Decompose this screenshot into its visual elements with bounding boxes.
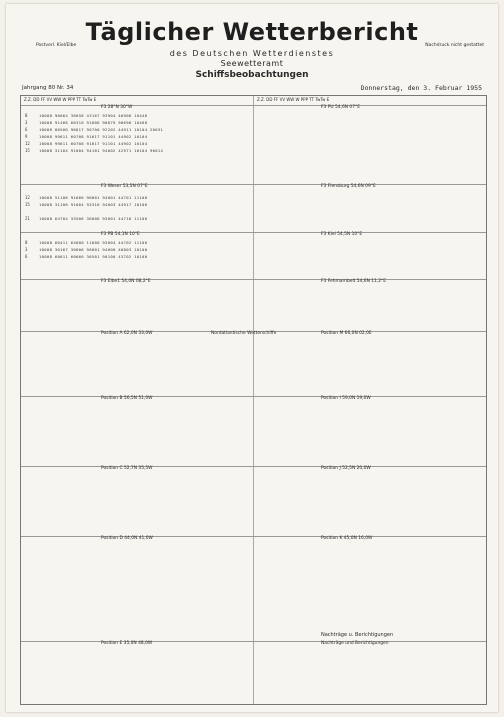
- block-2-title-right: F3 Flensburg 54,6N 09°E: [321, 184, 376, 189]
- date-line: Donnerstag, den 3. Februar 1955: [360, 84, 482, 92]
- block-7-title: Position C 52,7N 35,5W: [101, 466, 153, 471]
- block-5-title-right: Position M 66,0N 02,0E: [321, 331, 372, 336]
- nachtraege-note: Nachträge u. Berichtigungen: [321, 632, 394, 638]
- table-row: 3 10008 91466 66316 91606 90879 90690 10468: [25, 120, 148, 125]
- block-6-title: Position B 56,5N 51,0W: [101, 396, 153, 401]
- table-row: 12 10008 99611 60708 91617 91101 44902 10104: [25, 141, 148, 146]
- block-4-title-right: F3 Fehmarnbelt 54,6N 11,2°E: [321, 279, 386, 284]
- table-row: 12 10008 51106 91666 96601 94001 44701 11100: [25, 195, 148, 200]
- table-row: 6 10008 86500 96617 90700 92202 44911 10104 20631: [25, 127, 164, 132]
- weather-report-page: [6, 4, 498, 712]
- block-7-title-right: Position J 52,5N 20,0W: [321, 466, 371, 471]
- table-row: 21 10008 64704 33506 36606 93001 44716 11100: [25, 216, 148, 221]
- block-4-title: F3 Elbe1 54,0N 08,2°E: [101, 279, 151, 284]
- year-number: Jahrgang 80 Nr. 34: [22, 85, 74, 91]
- table-row: 6 10008 60611 60660 36501 90100 43702 10100: [25, 254, 148, 259]
- block-3-title: F3 PB 54,1N 10°E: [101, 232, 140, 237]
- page-subtitle: des Deutschen Wetterdienstes: [169, 49, 335, 58]
- table-row: 9 10008 99611 60708 91617 91101 44902 10104: [25, 134, 148, 139]
- block-8-title: Position D 44,0N 41,0W: [101, 536, 153, 541]
- block-6-title-right: Position I 59,0N 19,0W: [321, 396, 371, 401]
- center-divider: [253, 96, 254, 704]
- table-row: 3 10008 30167 30606 96601 94000 46803 10100: [25, 247, 148, 252]
- page-subtitle-2: Seewetteramt: [220, 59, 284, 68]
- table-row: 0 10008 60411 64600 11600 93004 44702 11100: [25, 240, 148, 245]
- right-note: Nachdruck nicht gestattet: [425, 43, 484, 48]
- column-header-right: Z.Z. DD FF VV WW W PPP TT TwTw E: [257, 97, 330, 102]
- left-note: Postverl. Kiel/Elbe: [36, 43, 77, 48]
- block-5-title: Position A 62,0N 33,0W: [101, 331, 153, 336]
- table-row: 0 10008 96664 36658 43167 93904 46906 10446: [25, 113, 148, 118]
- block-2-title: F3 Weser 53,5N 07°E: [101, 184, 148, 189]
- block-1-title: F3 28°N 30°W: [101, 105, 133, 110]
- block-3-title-right: F3 Kiel 54,5N 10°E: [321, 232, 363, 237]
- block-1-title-right: F3 PU 54,6N 07°E: [321, 105, 360, 110]
- block-9-title-right: Nachträge und Berichtigungen: [321, 641, 389, 646]
- block-9-title: Position E 35,0N 48,0W: [101, 641, 153, 646]
- table-row: 15 10008 31104 91004 94101 94002 42971 10104 96614: [25, 148, 164, 153]
- table-row: 15 10008 31106 91004 93316 94003 44917 10106: [25, 202, 148, 207]
- observation-sheet: [20, 95, 487, 705]
- section-title: Schiffsbeobachtungen: [195, 70, 309, 80]
- column-header: Z.Z. DD FF VV WW W PPP TT TwTw E: [24, 97, 97, 102]
- block-5-name: Nordatlantische Wetterschiffe: [211, 331, 277, 336]
- page-title: Täglicher Wetterbericht: [85, 18, 419, 46]
- block-8-title-right: Position K 45,0N 16,0W: [321, 536, 373, 541]
